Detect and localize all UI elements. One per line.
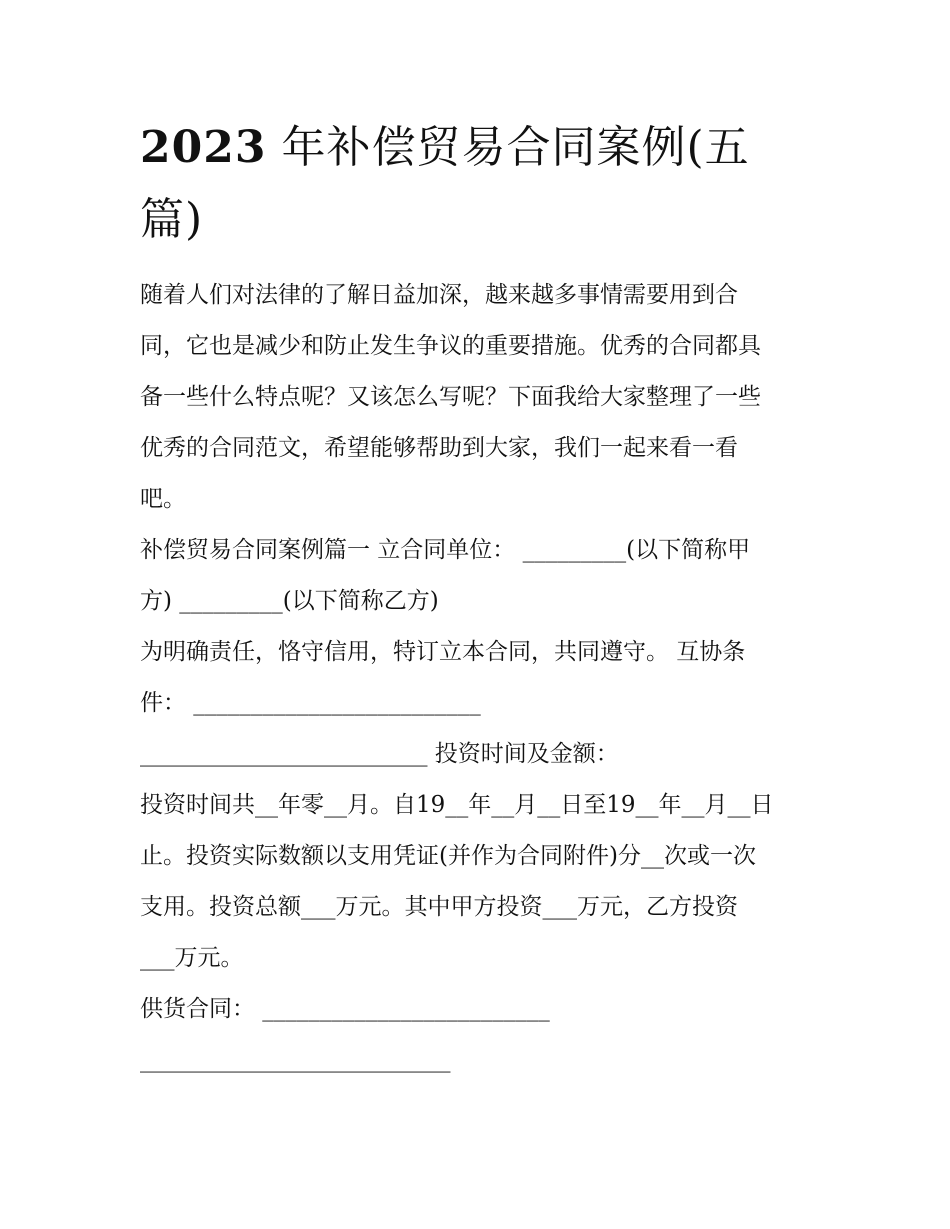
title-line-2: 篇) — [140, 194, 204, 245]
document-page — [140, 112, 820, 1086]
body-line: 优秀的合同范文，希望能够帮助到大家，我们一起来看一看 — [140, 435, 738, 461]
document-body — [140, 270, 820, 1086]
title-year: 2023 — [140, 122, 267, 173]
body-line: 投资时间共__年零__月。自19__年__月__日至19__年__月__日 — [140, 792, 774, 818]
body-line: _________________________ 投资时间及金额： — [140, 741, 619, 767]
body-line: 支用。投资总额___万元。其中甲方投资___万元，乙方投资 — [140, 894, 738, 920]
body-line: 备一些什么特点呢？又该怎么写呢？下面我给大家整理了一些 — [140, 384, 761, 410]
title-text: 年补偿贸易合同案例(五 — [281, 122, 750, 173]
body-line: 同，它也是减少和防止发生争议的重要措施。优秀的合同都具 — [140, 333, 761, 359]
body-line: 供货合同： _________________________ — [140, 996, 550, 1022]
document-title — [140, 112, 820, 256]
body-line: 件： _________________________ — [140, 690, 481, 716]
body-line: 方) _________(以下简称乙方) — [140, 588, 439, 614]
body-line: 随着人们对法律的了解日益加深，越来越多事情需要用到合 — [140, 282, 738, 308]
body-line: 为明确责任，恪守信用，特订立本合同，共同遵守。 互协条 — [140, 639, 746, 665]
body-line: ___________________________ — [140, 1047, 451, 1073]
body-line: 吧。 — [140, 486, 186, 512]
body-line: ___万元。 — [140, 945, 244, 971]
body-line: 止。投资实际数额以支用凭证(并作为合同附件)分__次或一次 — [140, 843, 756, 869]
body-line: 补偿贸易合同案例篇一 立合同单位： _________(以下简称甲 — [140, 537, 751, 563]
title-line-1 — [140, 112, 820, 184]
